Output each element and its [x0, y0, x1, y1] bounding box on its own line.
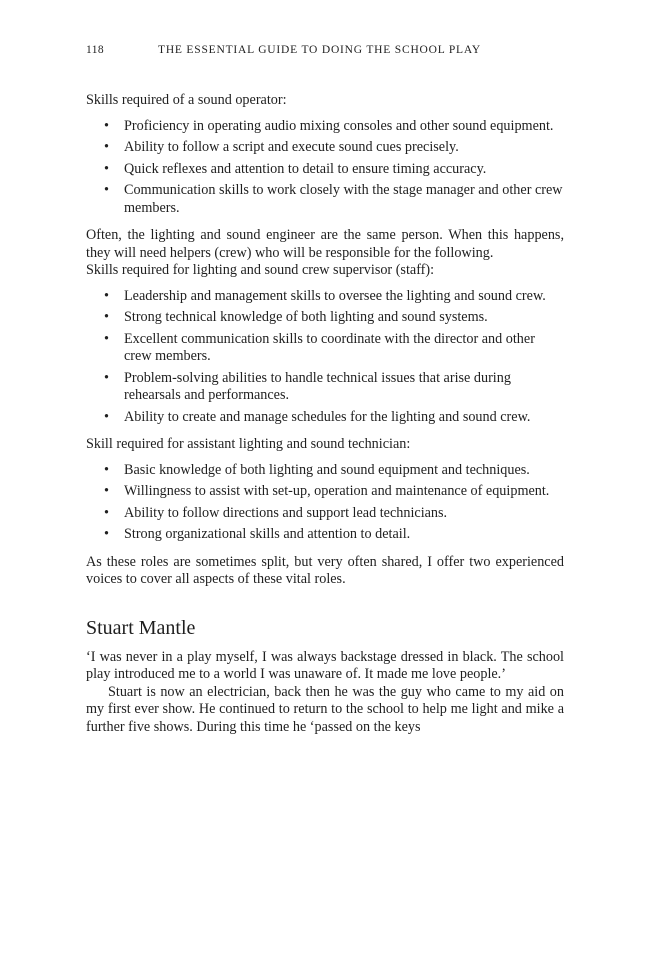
list-item: • Strong technical knowledge of both lighting and sound systems.	[104, 309, 488, 325]
bullet-icon: •	[104, 117, 109, 134]
bullet-icon: •	[104, 461, 109, 478]
assistant-intro: Skill required for assistant lighting and sound technician:	[86, 436, 411, 452]
list-item: • Willingness to assist with set-up, operation and maintenance of equipment.	[104, 483, 550, 499]
bullet-icon: •	[104, 526, 109, 542]
list-item: • Quick reflexes and attention to detail to ensure timing accuracy.	[104, 160, 487, 177]
sound-operator-intro: Skills required of a sound operator:	[86, 92, 287, 108]
quote-paragraph: ‘I was never in a play myself, I was always backstage dressed in black. The school play introduced me to a world I was unaware of. It made me love people.’	[86, 648, 564, 682]
supervisor-intro: Skills required for lighting and sound crew supervisor (staff):	[86, 262, 435, 278]
bullet-icon: •	[104, 309, 109, 325]
list-item: • Strong organizational skills and attention to detail.	[104, 526, 411, 542]
bullet-icon: •	[104, 330, 109, 347]
section-heading: Stuart Mantle	[86, 616, 196, 639]
list-item: • Leadership and management skills to oversee the lighting and sound crew.	[104, 287, 546, 304]
sound-operator-list	[86, 118, 564, 218]
bullet-icon: •	[104, 504, 109, 521]
running-header	[86, 44, 564, 56]
page-number: 118	[86, 44, 105, 56]
bullet-icon: •	[104, 408, 109, 425]
list-item: • Ability to follow directions and support lead technicians.	[104, 504, 448, 521]
list-item: • Ability to follow a script and execute sound cues precisely.	[104, 139, 459, 155]
assistant-list	[86, 462, 564, 544]
stuart-paragraph: Stuart is now an electrician, back then he was the guy who came to my aid on my first ever show. He continued to return to the school to help me light and mike a further five shows. During this time he ‘passed on the keys	[86, 683, 564, 735]
running-title: THE ESSENTIAL GUIDE TO DOING THE SCHOOL PLAY	[158, 44, 482, 56]
page-body	[86, 92, 564, 736]
supervisor-list	[86, 288, 564, 427]
roles-paragraph: As these roles are sometimes split, but very often shared, I offer two experienced voices to cover all aspects of these vital roles.	[86, 553, 564, 587]
bullet-icon: •	[104, 483, 109, 499]
bullet-icon: •	[104, 139, 109, 155]
list-item: • Problem-solving abilities to handle technical issues that arise during rehearsals and performances.	[104, 369, 511, 403]
list-item: • Proficiency in operating audio mixing consoles and other sound equipment.	[104, 117, 554, 134]
same-person-paragraph: Often, the lighting and sound engineer are the same person. When this happens, they will need helpers (crew) who will be responsible for the following.	[86, 227, 564, 261]
list-item: • Ability to create and manage schedules for the lighting and sound crew.	[104, 408, 531, 425]
bullet-icon: •	[104, 160, 109, 177]
list-item: • Basic knowledge of both lighting and sound equipment and techniques.	[104, 461, 530, 478]
bullet-icon: •	[104, 182, 109, 198]
bullet-icon: •	[104, 287, 109, 304]
list-item: • Excellent communication skills to coordinate with the director and other crew members.	[104, 330, 535, 364]
list-item: • Communication skills to work closely with the stage manager and other crew members.	[104, 182, 563, 216]
bullet-icon: •	[104, 369, 109, 386]
